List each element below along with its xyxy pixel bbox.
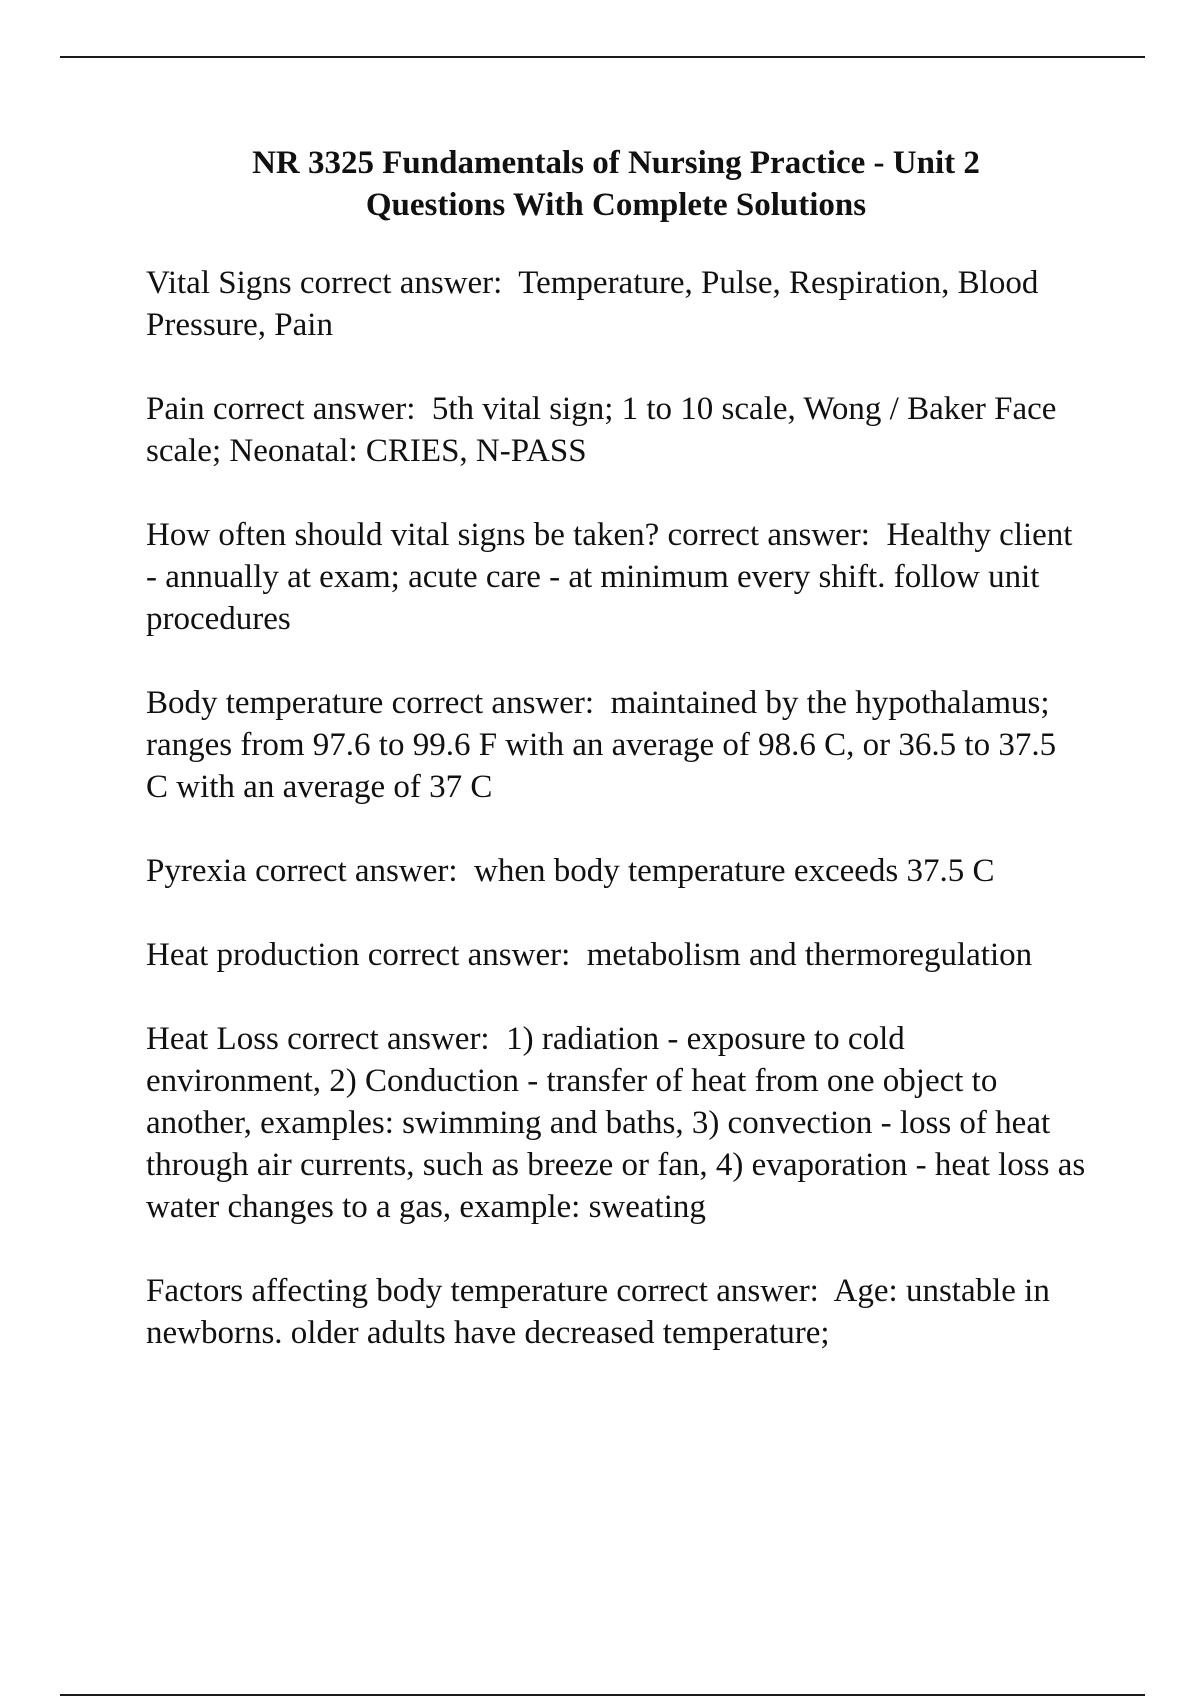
- top-divider: [60, 56, 1145, 58]
- qa-label: correct answer:: [367, 937, 571, 973]
- qa-term: Pyrexia: [146, 853, 247, 889]
- qa-label: correct answer:: [391, 685, 595, 721]
- page-title: [146, 142, 1086, 226]
- qa-term: Heat production: [146, 937, 360, 973]
- qa-answer: 5th vital sign; 1 to 10 scale, Wong / Baker Face scale; Neonatal: CRIES, N-PASS: [146, 391, 1065, 469]
- qa-term: How often should vital signs be taken?: [146, 517, 660, 553]
- qa-label: correct answer:: [287, 1021, 490, 1057]
- qa-answer: Temperature, Pulse, Respiration, Blood Pressure, Pain: [146, 265, 1047, 343]
- qa-entry: [146, 850, 1086, 892]
- bottom-divider: [60, 1694, 1145, 1696]
- qa-term: Heat Loss: [146, 1021, 279, 1057]
- qa-answer: maintained by the hypothalamus; ranges from 97.6 to 99.6 F with an average of 98.6 C, or 36.5 to 37.5 C with an average of 37 C: [146, 685, 1065, 805]
- title-line-1: NR 3325 Fundamentals of Nursing Practice - Unit 2: [252, 145, 980, 181]
- qa-label: correct answer:: [212, 391, 416, 427]
- qa-term: Body temperature: [146, 685, 384, 721]
- document-page: [146, 142, 1094, 1396]
- qa-answer: metabolism and thermoregulation: [586, 937, 1033, 973]
- qa-answer: Healthy client - annually at exam; acute care - at minimum every shift. follow unit procedures: [146, 517, 1081, 637]
- qa-entry: [146, 514, 1086, 640]
- qa-label: correct answer:: [616, 1273, 819, 1309]
- qa-entry: [146, 262, 1086, 346]
- qa-term: Factors affecting body temperature: [146, 1273, 609, 1309]
- qa-answer: Age: unstable in newborns. older adults have decreased temperature;: [146, 1273, 1059, 1351]
- qa-entry: [146, 682, 1086, 808]
- qa-label: correct answer:: [299, 265, 503, 301]
- qa-label: correct answer:: [667, 517, 870, 553]
- qa-entry: [146, 1018, 1094, 1228]
- qa-entry: [146, 934, 1086, 976]
- qa-term: Vital Signs: [146, 265, 292, 301]
- qa-entry: [146, 388, 1086, 472]
- qa-answer: when body temperature exceeds 37.5 C: [474, 853, 995, 889]
- qa-term: Pain: [146, 391, 205, 427]
- title-line-2: Questions With Complete Solutions: [365, 187, 867, 223]
- qa-answer: 1) radiation - exposure to cold environment, 2) Conduction - transfer of heat from one object to another, examples: swimming and baths, 3) convection - loss of heat through air currents, such as breeze or fan, 4) evaporation - heat loss as water changes to a gas, example: sweating: [146, 1021, 1094, 1225]
- qa-entry: [146, 1270, 1086, 1354]
- qa-label: correct answer:: [255, 853, 458, 889]
